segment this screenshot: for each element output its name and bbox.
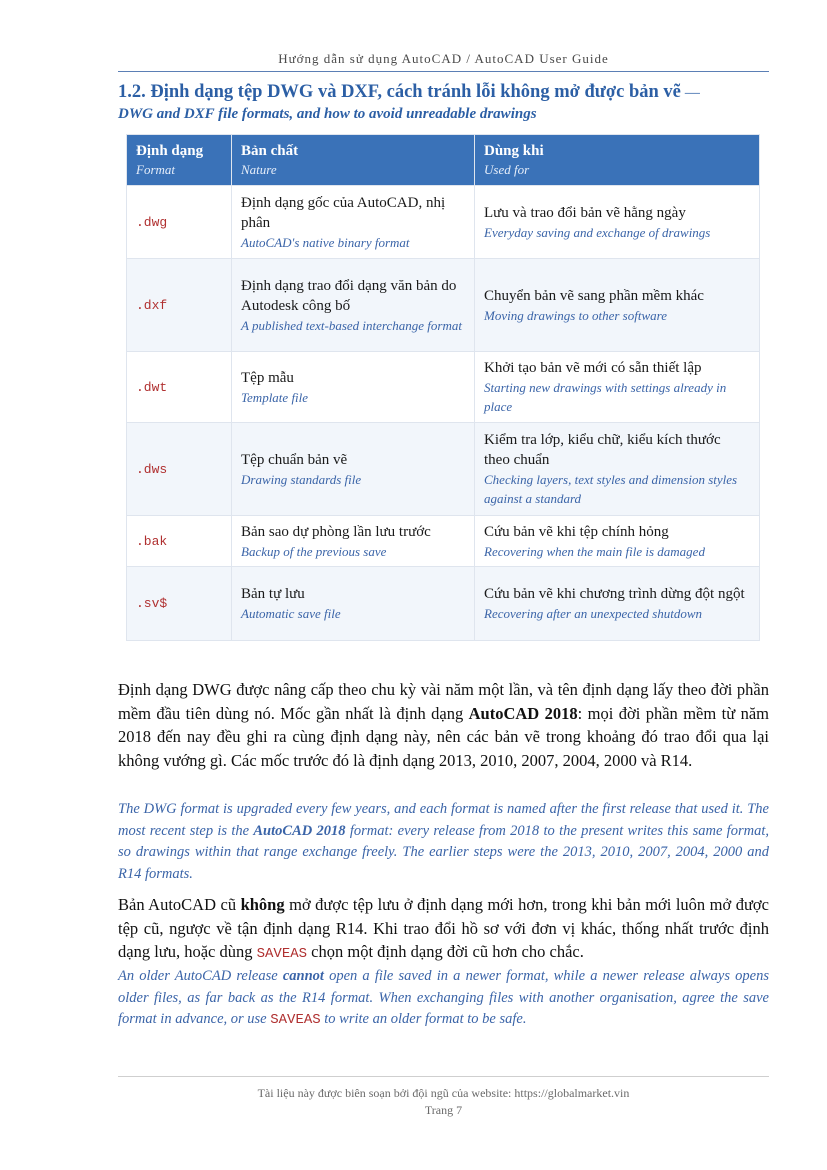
use-en: Moving drawings to other software [484,307,667,323]
nature-cell [232,186,475,259]
page-number: Trang 7 [424,1103,463,1117]
table-row [127,516,760,567]
emphasis-version: AutoCAD 2018 [253,822,346,839]
use-vi: Cứu bản vẽ khi tệp chính hỏng [484,523,669,540]
nature-cell [232,516,475,567]
format-extension: .dwg [127,186,232,259]
format-extension: .sv$ [127,567,232,641]
running-header: Hướng dẫn sử dụng AutoCAD / AutoCAD User Guide [278,51,609,66]
format-extension: .dwt [127,352,232,423]
nature-en: Drawing standards file [241,471,362,487]
nature-vi: Bản sao dự phòng lần lưu trước [241,523,431,540]
header-label: Dùng khi [484,143,544,159]
text-run: chọn một định dạng đời cũ hơn cho chắc. [307,942,584,961]
use-cell [475,516,760,567]
table-row [127,259,760,352]
text-run: : mọi đời phần mềm từ năm 2018 đến nay đều ghi ra cùng định dạng này, nên các bản vẽ trong khoảng đó trao đổi qua lại không vướng gì. Các mốc trước đó là định dạng 2013, 2010, 2007, 2004, 2000 và R14. [118,703,769,770]
footer-divider [118,1076,769,1077]
header-label: Định dạng [136,143,204,159]
table-row [127,423,760,516]
table-row [127,567,760,641]
use-en: Recovering after an unexpected shutdown [484,606,703,621]
section-subtitle: DWG and DXF file formats, and how to avoid unreadable drawings [118,106,537,122]
header-used-for [475,135,760,186]
nature-en: Backup of the previous save [241,543,387,559]
emphasis-not: không [240,895,285,914]
text-run: format: every release from 2018 to the present writes this same format, so drawings within that range exchange freely. The earlier steps were the 2013, 2010, 2007, 2004, 2000 and R14 formats. [118,822,769,882]
use-en: Checking layers, text styles and dimension styles against a standard [484,472,738,506]
header-divider [118,71,769,72]
paragraph-dwg-versions-vi [118,678,769,772]
format-extension: .dws [127,423,232,516]
header-nature [232,135,475,186]
table-row [127,352,760,423]
format-extension: .dxf [127,259,232,352]
text-run: Bản AutoCAD cũ [118,895,241,914]
nature-vi: Định dạng gốc của AutoCAD, nhị phân [241,194,446,231]
nature-en: Template file [241,389,309,405]
emphasis-version: AutoCAD 2018 [468,703,578,723]
use-cell [475,423,760,516]
emphasis-cannot: cannot [282,968,324,984]
nature-cell [232,352,475,423]
header-label-en: Nature [241,162,277,177]
nature-cell [232,259,475,352]
use-cell [475,186,760,259]
use-cell [475,567,760,641]
header-label-en: Used for [484,162,530,177]
text-run: to write an older format to be safe. [320,1011,527,1027]
table-header-row [127,135,760,186]
use-vi: Chuyển bản vẽ sang phần mềm khác [484,287,704,304]
title-dash: — [684,85,700,101]
text-run: mở được tệp lưu ở định dạng mới hơn, trong khi bản mới luôn mở được tệp cũ, ngược về tận định dạng R14. Khi trao đổi hồ sơ với đơn vị khác, thống nhất trước định dạng lưu, hoặc dùng [118,895,769,961]
use-en: Everyday saving and exchange of drawings [484,224,711,240]
file-formats-table [126,134,760,641]
nature-en: A published text-based interchange format [241,317,462,333]
nature-vi: Bản tự lưu [241,586,305,602]
command-saveas: SAVEAS [270,1012,321,1028]
section-title [118,80,769,105]
nature-vi: Tệp chuẩn bản vẽ [241,451,348,468]
header-label-en: Format [136,162,175,177]
nature-en: Automatic save file [241,606,341,621]
nature-cell [232,567,475,641]
paragraph-dwg-versions-en [118,799,769,885]
use-en: Recovering when the main file is damaged [484,543,705,559]
nature-cell [232,423,475,516]
paragraph-compatibility-vi [118,893,769,967]
footer-credit: Tài liệu này được biên soạn bởi đội ngũ của website: https://globalmarket.vin [257,1086,630,1100]
format-extension: .bak [127,516,232,567]
use-vi: Kiểm tra lớp, kiểu chữ, kiểu kích thước theo chuẩn [484,432,721,468]
section-title-text: 1.2. Định dạng tệp DWG và DXF, cách tránh lỗi không mở được bản vẽ [118,82,681,102]
header-label: Bản chất [241,143,299,159]
use-vi: Lưu và trao đổi bản vẽ hằng ngày [484,204,686,221]
text-run: An older AutoCAD release [118,968,283,984]
header-format [127,135,232,186]
use-cell [475,259,760,352]
use-vi: Cứu bản vẽ khi chương trình dừng đột ngột [484,586,745,602]
nature-vi: Định dạng trao đổi dạng văn bản do Autodesk công bố [241,277,457,314]
text-run: The DWG format is upgraded every few years, and each format is named after the first release that used it. The most recent step is the [118,801,769,839]
nature-vi: Tệp mẫu [241,369,294,386]
nature-en: AutoCAD's native binary format [241,234,410,250]
use-vi: Khởi tạo bản vẽ mới có sẵn thiết lập [484,360,702,376]
text-run: Định dạng DWG được nâng cấp theo chu kỳ vài năm một lần, và tên định dạng lấy theo đời phần mềm đầu tiên dùng nó. Mốc gần nhất là định dạng [118,680,769,723]
use-cell [475,352,760,423]
text-run: open a file saved in a newer format, while a newer release always opens older files, as far back as the R14 format. When exchanging files with another organisation, agree the save format in advance, or use [118,968,769,1027]
command-saveas: SAVEAS [256,946,308,962]
table-row [127,186,760,259]
use-en: Starting new drawings with settings already in place [484,380,727,414]
paragraph-compatibility-en [118,966,769,1032]
